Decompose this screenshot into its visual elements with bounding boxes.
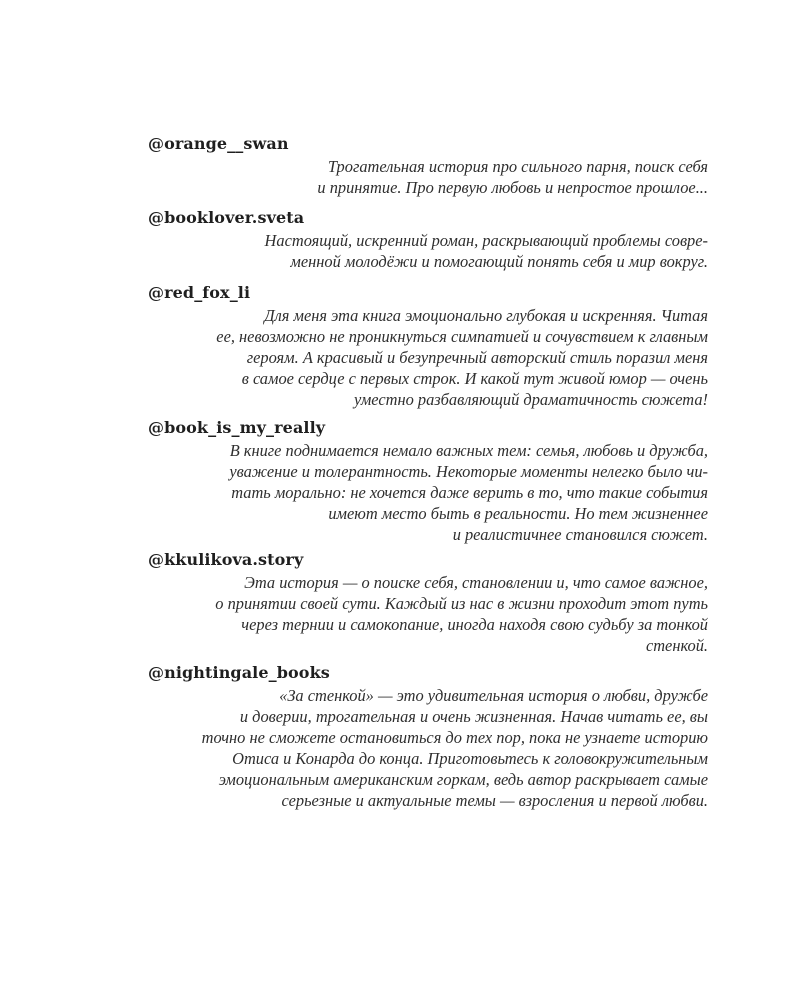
review-handle: @nightingale_books (148, 663, 330, 682)
review-line: менной молодёжи и помогающий понять себя и мир вокруг. (290, 252, 708, 271)
review-line: героям. А красивый и безупречный авторский стиль поразил меня (246, 348, 708, 367)
review-handle: @book_is_my_really (148, 418, 326, 437)
review-line: «За стенкой» — это удивительная история о любви, дружбе (279, 686, 708, 705)
review-line: стенкой. (645, 636, 708, 655)
review-red-fox-li (120, 283, 708, 410)
review-text (120, 230, 708, 272)
review-line: через тернии и самокопание, иногда находя свою судьбу за тонкой (241, 615, 708, 634)
review-line: серьезные и актуальные темы — взросления и первой любви. (281, 791, 708, 810)
review-line: Для меня эта книга эмоционально глубокая и искренняя. Читая (264, 306, 708, 325)
review-text (120, 440, 708, 545)
review-line: и принятие. Про первую любовь и непростое прошлое... (317, 178, 708, 197)
review-kkulikova-story (120, 550, 708, 656)
review-line: о принятии своей сути. Каждый из нас в жизни проходит этот путь (215, 594, 708, 613)
review-line: ее, невозможно не проникнуться симпатией и сочувствием к главным (216, 327, 708, 346)
review-line: В книге поднимается немало важных тем: семья, любовь и дружба, (229, 441, 708, 460)
review-line: и реалистичнее становился сюжет. (452, 525, 708, 544)
review-handle: @red_fox_li (148, 283, 251, 302)
review-line: имеют место быть в реальности. Но тем жизненнее (328, 504, 708, 523)
review-line: Трогательная история про сильного парня, поиск себя (327, 157, 708, 176)
review-handle: @kkulikova.story (148, 550, 304, 569)
review-text (120, 156, 708, 198)
review-line: уважение и толерантность. Некоторые моменты нелегко было чи- (229, 462, 708, 481)
review-line: и доверии, трогательная и очень жизненная. Начав читать ее, вы (239, 707, 708, 726)
review-booklover-sveta (120, 208, 708, 272)
review-line: уместно разбавляющий драматичность сюжета! (353, 390, 708, 409)
review-line: Настоящий, искренний роман, раскрывающий проблемы совре- (264, 231, 708, 250)
review-handle: @booklover.sveta (148, 208, 305, 227)
review-line: Отиса и Конарда до конца. Приготовьтесь к головокружительным (232, 749, 708, 768)
review-text (120, 572, 708, 656)
review-nightingale-books (120, 663, 708, 811)
review-text (120, 685, 708, 811)
review-line: тать морально: не хочется даже верить в то, что такие события (231, 483, 708, 502)
review-line: в самое сердце с первых строк. И какой тут живой юмор — очень (241, 369, 708, 388)
review-handle: @orange__swan (148, 134, 289, 153)
review-line: точно не сможете остановиться до тех пор, пока не узнаете историю (201, 728, 708, 747)
review-book-is-my-really (120, 418, 708, 545)
review-line: эмоциональным американским горкам, ведь автор раскрывает самые (218, 770, 708, 789)
review-orange-swan (120, 134, 708, 198)
review-text (120, 305, 708, 410)
review-line: Эта история — о поиске себя, становлении и, что самое важное, (244, 573, 708, 592)
